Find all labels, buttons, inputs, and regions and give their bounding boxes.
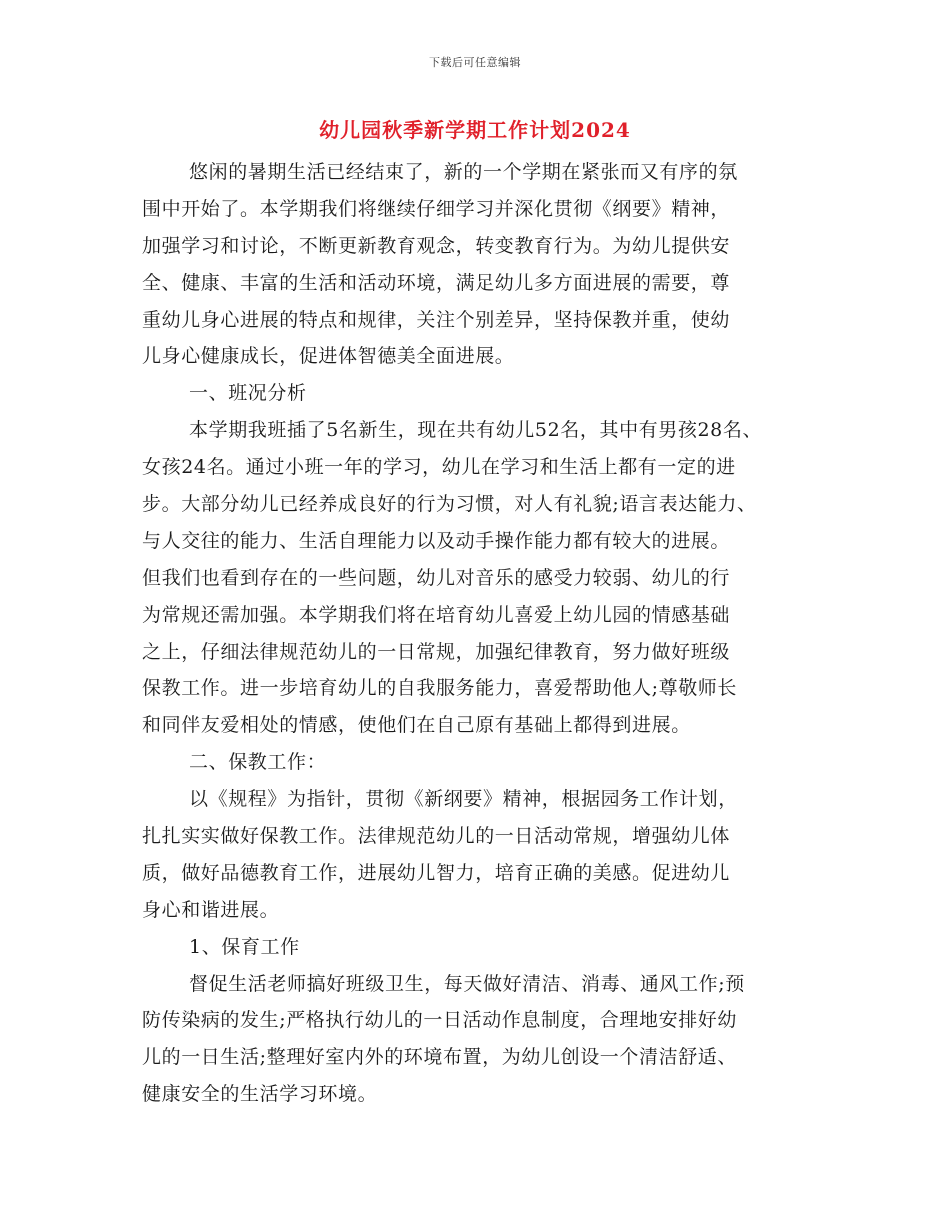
document-title: 幼儿园秋季新学期工作计划2024: [319, 118, 631, 142]
paragraph-first-line: 本学期我班插了5名新生，现在共有幼儿52名，其中有男孩28名、: [189, 419, 763, 442]
paragraph-line: 身心和谐进展。: [142, 898, 280, 921]
paragraph-line: 与人交往的能力、生活自理能力以及动手操作能力都有较大的进展。: [142, 529, 731, 552]
paragraph-line: 儿的一日生活;整理好室内外的环境布置，为幼儿创设一个清洁舒适、: [142, 1046, 738, 1069]
paragraph-line: 步。大部分幼儿已经养成良好的行为习惯，对人有礼貌;语言表达能力、: [142, 493, 757, 516]
paragraph-line: 重幼儿身心进展的特点和规律，关注个别差异，坚持保教并重，使幼: [142, 308, 731, 331]
paragraph-line: 质，做好品德教育工作，进展幼儿智力，培育正确的美感。促进幼儿: [142, 861, 731, 884]
paragraph-first-line: 督促生活老师搞好班级卫生，每天做好清洁、消毒、通风工作;预: [189, 972, 745, 995]
paragraph-line: 健康安全的生活学习环境。: [142, 1083, 378, 1106]
paragraph-line: 为常规还需加强。本学期我们将在培育幼儿喜爱上幼儿园的情感基础: [142, 603, 731, 626]
paragraph-line: 但我们也看到存在的一些问题，幼儿对音乐的感受力较弱、幼儿的行: [142, 566, 731, 589]
paragraph-line: 加强学习和讨论，不断更新教育观念，转变教育行为。为幼儿提供安: [142, 234, 731, 257]
paragraph-line: 全、健康、丰富的生活和活动环境，满足幼儿多方面进展的需要，尊: [142, 271, 731, 294]
paragraph-first-line: 以《规程》为指针，贯彻《新纲要》精神，根据园务工作计划，: [189, 788, 738, 811]
paragraph-line: 之上，仔细法律规范幼儿的一日常规，加强纪律教育，努力做好班级: [142, 640, 731, 663]
document-body: [142, 154, 818, 1113]
paragraph-line: 防传染病的发生;严格执行幼儿的一日活动作息制度，合理地安排好幼: [142, 1009, 738, 1032]
paragraph-first-line: 1、保育工作: [189, 935, 300, 958]
paragraph-first-line: 一、班况分析: [189, 382, 307, 405]
paragraph-line: 女孩24名。通过小班一年的学习，幼儿在学习和生活上都有一定的进: [142, 456, 736, 479]
paragraph-line: 围中开始了。本学期我们将继续仔细学习并深化贯彻《纲要》精神，: [142, 197, 731, 220]
paragraph-first-line: 二、保教工作：: [189, 751, 327, 774]
paragraph-line: 儿身心健康成长，促进体智德美全面进展。: [142, 345, 515, 368]
paragraph-line: 和同伴友爱相处的情感，使他们在自己原有基础上都得到进展。: [142, 714, 691, 737]
paragraph-line: 扎扎实实做好保教工作。法律规范幼儿的一日活动常规，增强幼儿体: [142, 825, 731, 848]
paragraph-first-line: 悠闲的暑期生活已经结束了，新的一个学期在紧张而又有序的氛: [189, 161, 738, 183]
header-note: 下载后可任意编辑: [429, 56, 521, 69]
paragraph-line: 保教工作。进一步培育幼儿的自我服务能力，喜爱帮助他人;尊敬师长: [142, 677, 738, 700]
